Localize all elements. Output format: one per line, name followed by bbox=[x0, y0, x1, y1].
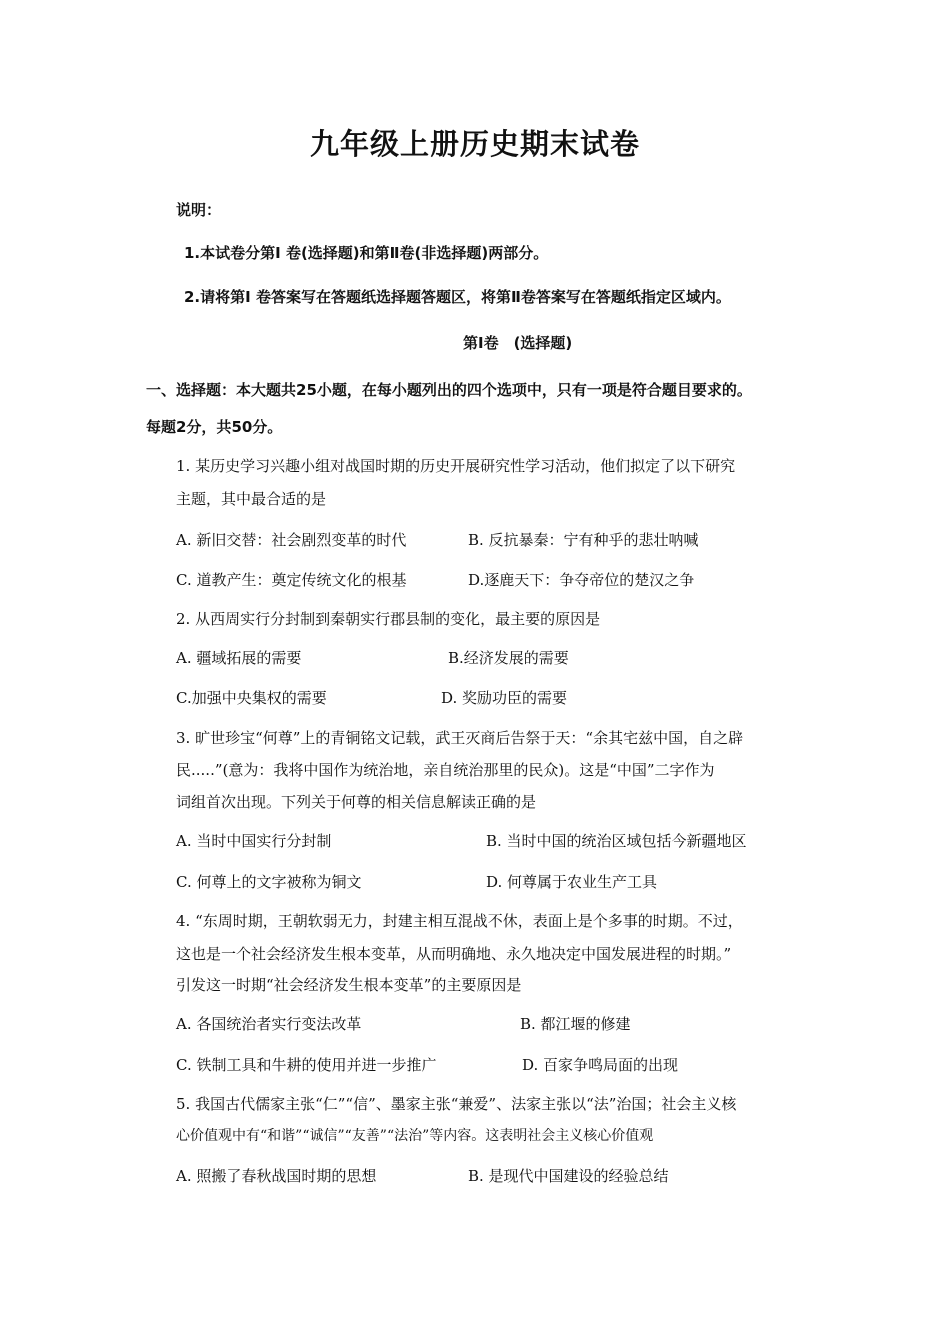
question-4-stem-line-3: 引发这一时期“社会经济发生根本变革”的主要原因是 bbox=[176, 976, 522, 994]
instructions-label: 说明： bbox=[176, 201, 222, 219]
question-4-stem-line-2: 这也是一个社会经济发生根本变革，从而明确地、永久地决定中国发展进程的时期。” bbox=[176, 945, 732, 963]
question-1-stem-line-1: 1. 某历史学习兴趣小组对战国时期的历史开展研究性学习活动，他们拟定了以下研究 bbox=[176, 457, 736, 475]
question-2-option-c: C.加强中央集权的需要 bbox=[176, 689, 327, 707]
question-3-option-d: D. 何尊属于农业生产工具 bbox=[486, 873, 658, 891]
question-4-stem-line-1: 4. “东周时期，王朝软弱无力，封建主相互混战不休，表面上是个多事的时期。不过， bbox=[176, 912, 743, 930]
question-4-option-d: D. 百家争鸣局面的出现 bbox=[522, 1056, 679, 1074]
question-1-option-b: B. 反抗暴秦：宁有种乎的悲壮呐喊 bbox=[468, 531, 699, 549]
question-4-option-c: C. 铁制工具和牛耕的使用并进一步推广 bbox=[176, 1056, 437, 1074]
instruction-item-1: 1.本试卷分第I 卷(选择题)和第Ⅱ卷(非选择题)两部分。 bbox=[184, 244, 549, 262]
question-5-option-b: B. 是现代中国建设的经验总结 bbox=[468, 1167, 669, 1185]
question-3-option-a: A. 当时中国实行分封制 bbox=[176, 832, 332, 850]
question-3-stem-line-1: 3. 旷世珍宝“何尊”上的青铜铭文记载，武王灭商后告祭于天：“余其宅兹中国，自之辟 bbox=[176, 729, 744, 747]
question-1-option-c: C. 道教产生：奠定传统文化的根基 bbox=[176, 571, 407, 589]
instruction-item-2: 2.请将第I 卷答案写在答题纸选择题答题区，将第Ⅱ卷答案写在答题纸指定区域内。 bbox=[184, 288, 731, 306]
question-4-option-a: A. 各国统治者实行变法改革 bbox=[176, 1015, 362, 1033]
section-intro-line-1: 一、选择题：本大题共25小题，在每小题列出的四个选项中，只有一项是符合题目要求的。 bbox=[146, 381, 752, 399]
question-2-stem-line-1: 2. 从西周实行分封制到秦朝实行郡县制的变化，最主要的原因是 bbox=[176, 610, 601, 628]
question-3-stem-line-2: 民.....”(意为：我将中国作为统治地，亲自统治那里的民众)。这是“中国”二字作为 bbox=[176, 761, 715, 779]
question-3-option-c: C. 何尊上的文字被称为铜文 bbox=[176, 873, 362, 891]
question-2-option-a: A. 疆域拓展的需要 bbox=[176, 649, 302, 667]
question-3-stem-line-3: 词组首次出现。下列关于何尊的相关信息解读正确的是 bbox=[176, 793, 537, 811]
question-1-stem-line-2: 主题，其中最合适的是 bbox=[176, 490, 327, 508]
question-1-option-a: A. 新旧交替：社会剧烈变革的时代 bbox=[176, 531, 407, 549]
question-3-option-b: B. 当时中国的统治区域包括今新疆地区 bbox=[486, 832, 747, 850]
section-heading: 第Ⅰ卷 (选择题) bbox=[463, 334, 573, 352]
question-5-stem-line-2: 心价值观中有“和谐”“诚信”“友善”“法治”等内容。这表明社会主义核心价值观 bbox=[176, 1128, 654, 1144]
question-5-option-a: A. 照搬了春秋战国时期的思想 bbox=[176, 1167, 377, 1185]
question-4-option-b: B. 都江堰的修建 bbox=[520, 1015, 631, 1033]
exam-title: 九年级上册历史期末试卷 bbox=[309, 127, 640, 161]
question-1-option-d: D.逐鹿天下：争夺帝位的楚汉之争 bbox=[468, 571, 695, 589]
question-5-stem-line-1: 5. 我国古代儒家主张“仁”“信”、墨家主张“兼爱”、法家主张以“法”治国；社会主义核 bbox=[176, 1095, 737, 1113]
section-intro-line-2: 每题2分，共50分。 bbox=[146, 418, 283, 436]
question-2-option-b: B.经济发展的需要 bbox=[448, 649, 569, 667]
question-2-option-d: D. 奖励功臣的需要 bbox=[441, 689, 568, 707]
